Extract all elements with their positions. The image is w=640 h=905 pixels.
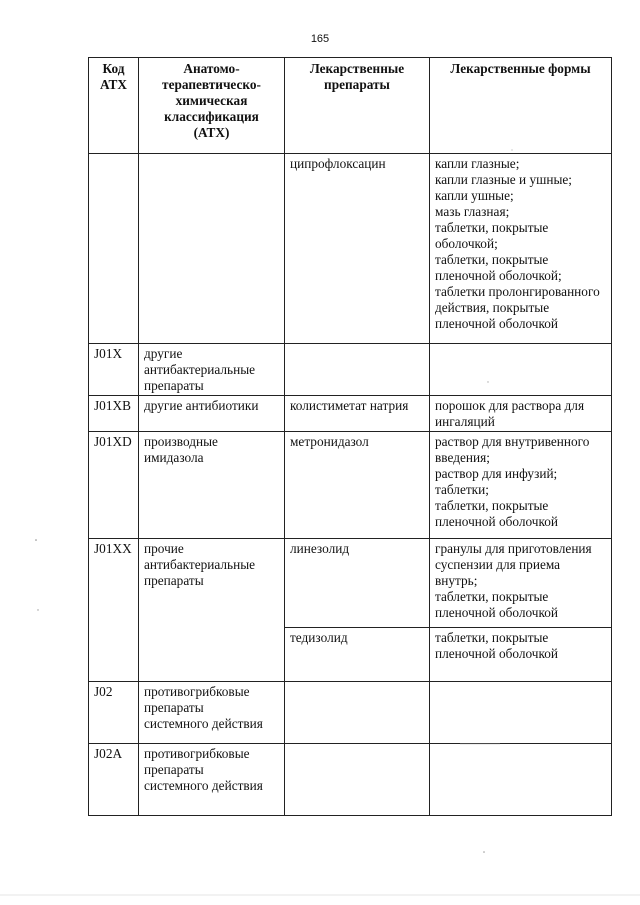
table-row — [89, 682, 612, 744]
dosage-forms-cell-line: раствор для внутривенного — [435, 434, 590, 449]
atx-code-cell: J01XD — [89, 432, 139, 539]
dosage-forms-cell-line: капли глазные; — [435, 156, 520, 171]
classification-cell-line: прочие — [144, 541, 184, 556]
medicine-name-cell: линезолид — [285, 539, 430, 628]
classification-cell — [139, 682, 285, 744]
dosage-forms-cell-line: таблетки, покрытые — [435, 498, 549, 513]
table-row — [89, 344, 612, 396]
dosage-forms-cell-line: пленочной оболочкой — [435, 605, 559, 620]
dosage-forms-cell-line: пленочной оболочкой; — [435, 268, 562, 283]
medicine-name-cell: ципрофлоксацин — [285, 154, 430, 344]
dosage-forms-cell-line: порошок для раствора для — [435, 398, 585, 413]
classification-cell-line: препараты — [144, 762, 204, 777]
atx-code-cell: J01XX — [89, 539, 139, 682]
classification-cell-line: препараты — [144, 700, 204, 715]
dosage-forms-cell — [430, 432, 612, 539]
atx-medicines-table — [88, 57, 612, 816]
classification-cell-line: другие — [144, 346, 183, 361]
dosage-forms-cell — [430, 154, 612, 344]
dosage-forms-cell-line: внутрь; — [435, 573, 478, 588]
dosage-forms-cell-line: пленочной оболочкой — [435, 316, 559, 331]
classification-cell — [139, 539, 285, 682]
atx-code-cell: J02A — [89, 744, 139, 816]
medicine-name-cell: колистиметат натрия — [285, 396, 430, 432]
classification-cell-line: системного действия — [144, 716, 263, 731]
dosage-forms-cell-line: мазь глазная; — [435, 204, 510, 219]
dosage-forms-cell-line: действия, покрытые — [435, 300, 550, 315]
table-row — [89, 744, 612, 816]
dosage-forms-cell — [430, 539, 612, 628]
table-row — [89, 396, 612, 432]
header-medicines: Лекарственные препараты — [285, 58, 430, 154]
dosage-forms-cell-line: капли глазные и ушные; — [435, 172, 572, 187]
atx-code-cell: J02 — [89, 682, 139, 744]
medicine-name-cell — [285, 744, 430, 816]
atx-code-cell: J01X — [89, 344, 139, 396]
dosage-forms-cell-line: таблетки, покрытые — [435, 252, 549, 267]
dosage-forms-cell-line: введения; — [435, 450, 490, 465]
dosage-forms-cell — [430, 396, 612, 432]
atx-code-cell — [89, 154, 139, 344]
classification-cell-line: производные — [144, 434, 218, 449]
classification-cell-line: противогрибковые — [144, 746, 250, 761]
dosage-forms-cell-line: ингаляций — [435, 414, 495, 429]
dosage-forms-cell-line: пленочной оболочкой — [435, 646, 559, 661]
dosage-forms-cell-line: таблетки, покрытые — [435, 220, 549, 235]
header-atx-code: Код АТХ — [89, 58, 139, 154]
dosage-forms-cell-line: таблетки; — [435, 482, 489, 497]
header-dosage-forms: Лекарственные формы — [430, 58, 612, 154]
dosage-forms-cell-line: таблетки, покрытые — [435, 630, 549, 645]
table-row — [89, 539, 612, 628]
table-body — [89, 154, 612, 816]
dosage-forms-cell-line: гранулы для приготовления — [435, 541, 592, 556]
dosage-forms-cell-line: суспензии для приема — [435, 557, 561, 572]
table-header-row — [89, 58, 612, 154]
medicine-name-cell — [285, 344, 430, 396]
table-row — [89, 154, 612, 344]
classification-cell-line: противогрибковые — [144, 684, 250, 699]
dosage-forms-cell-line: таблетки, покрытые — [435, 589, 549, 604]
dosage-forms-cell-line: раствор для инфузий; — [435, 466, 558, 481]
header-atx-classification: Анатомо- терапевтическо- химическая классификация (АТХ) — [139, 58, 285, 154]
dosage-forms-cell — [430, 744, 612, 816]
medicine-name-cell — [285, 682, 430, 744]
classification-cell — [139, 744, 285, 816]
dosage-forms-cell-line: таблетки пролонгированного — [435, 284, 600, 299]
medicine-name-cell: метронидазол — [285, 432, 430, 539]
medicine-name-cell: тедизолид — [285, 628, 430, 682]
classification-cell — [139, 396, 285, 432]
classification-cell-line: системного действия — [144, 778, 263, 793]
classification-cell — [139, 344, 285, 396]
classification-cell-line: антибактериальные — [144, 362, 256, 377]
dosage-forms-cell-line: пленочной оболочкой — [435, 514, 559, 529]
classification-cell-line: препараты — [144, 378, 204, 393]
classification-cell-line: антибактериальные — [144, 557, 256, 572]
page-number: 165 — [310, 33, 330, 45]
classification-cell — [139, 432, 285, 539]
table-row — [89, 432, 612, 539]
dosage-forms-cell-line: капли ушные; — [435, 188, 514, 203]
classification-cell-line: другие антибиотики — [144, 398, 259, 413]
classification-cell-line: препараты — [144, 573, 204, 588]
dosage-forms-cell — [430, 628, 612, 682]
dosage-forms-cell-line: оболочкой; — [435, 236, 498, 251]
dosage-forms-cell — [430, 682, 612, 744]
classification-cell — [139, 154, 285, 344]
classification-cell-line: имидазола — [144, 450, 204, 465]
atx-code-cell: J01XB — [89, 396, 139, 432]
dosage-forms-cell — [430, 344, 612, 396]
